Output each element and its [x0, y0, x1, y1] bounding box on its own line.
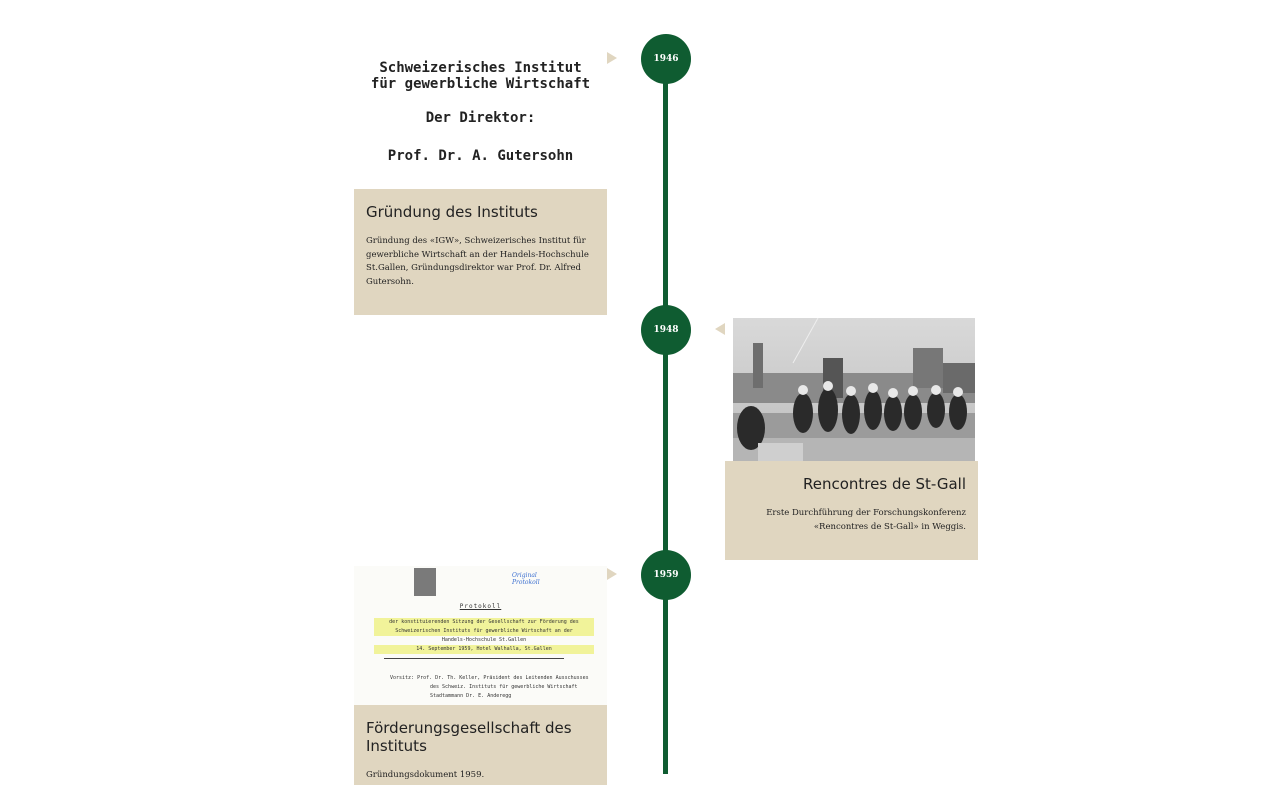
photo-image [733, 318, 975, 461]
doc-line: Schweizerisches Institut [379, 60, 582, 76]
year-label: 1959 [653, 570, 679, 580]
tape-strip [414, 568, 436, 596]
card-caption [354, 705, 607, 785]
doc-divider [384, 658, 564, 659]
doc-line: Vorsitz: Prof. Dr. Th. Keller, Präsident des Leitenden Ausschusses [390, 675, 589, 681]
doc-line: Der Direktor: [425, 110, 536, 126]
card-caption [725, 461, 978, 560]
doc-line: Schweizerischen Instituts für gewerbliche Wirtschaft an der [374, 627, 594, 636]
card-title: Förderungsgesellschaft des Instituts [366, 719, 572, 755]
doc-line: des Schweiz. Instituts für gewerbliche Wirtschaft [430, 684, 578, 690]
doc-line: Prof. Dr. A. Gutersohn [387, 148, 574, 164]
document-image [354, 50, 607, 189]
doc-line: der konstituierenden Sitzung der Gesellschaft zur Förderung des [374, 618, 594, 627]
card-text: Erste Durchführung der Forschungskonferenz «Rencontres de St-Gall» in Weggis. [766, 508, 966, 532]
card-caption [354, 189, 607, 315]
card-text: Gründungsdokument 1959. [366, 770, 485, 780]
doc-line: Handels-Hochschule St.Gallen [441, 637, 527, 643]
year-marker-1959 [641, 550, 691, 600]
doc-line: für gewerbliche Wirtschaft [370, 76, 591, 92]
group-photo [733, 318, 975, 461]
document-image [354, 566, 607, 705]
card-text: Gründung des «IGW», Schweizerisches Institut für gewerbliche Wirtschaft an der Handels-Hochschule St.Gallen, Gründungsdirektor war Prof. Dr. Alfred Gutersohn. [366, 236, 589, 287]
timeline-card-1946[interactable] [354, 50, 607, 315]
year-marker-1946 [641, 34, 691, 84]
timeline-card-1948[interactable] [725, 318, 978, 560]
year-label: 1946 [653, 54, 679, 64]
handwritten-note: Original Protokoll [512, 572, 540, 586]
pointer-arrow [607, 568, 617, 580]
year-marker-1948 [641, 305, 691, 355]
pointer-arrow [715, 323, 725, 335]
card-title: Rencontres de St-Gall [803, 475, 966, 493]
card-title: Gründung des Instituts [366, 203, 538, 221]
year-label: 1948 [653, 325, 679, 335]
doc-line: Stadtammann Dr. E. Anderegg [430, 693, 512, 699]
timeline-card-1959[interactable] [354, 566, 607, 785]
doc-body [374, 618, 594, 654]
doc-heading: Protokoll [459, 603, 502, 610]
doc-line: 14. September 1959, Hotel Walhalla, St.Gallen [374, 645, 594, 654]
pointer-arrow [607, 52, 617, 64]
timeline-line [663, 60, 668, 774]
doc-footer [390, 674, 600, 701]
